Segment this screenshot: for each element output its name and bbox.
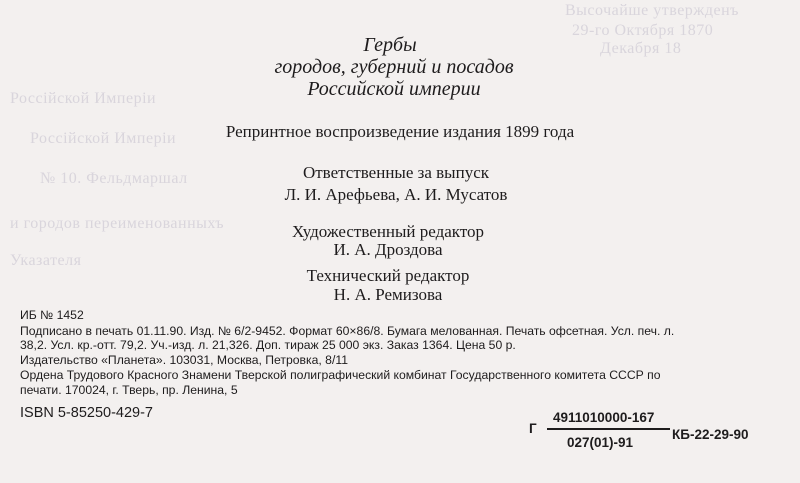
- show-through-text: Россійской Имперіи: [10, 90, 157, 107]
- catalog-denominator: 027(01)-91: [567, 435, 634, 450]
- book-title-line-3: Российской империи: [307, 78, 481, 100]
- catalog-fraction-line: [547, 428, 670, 430]
- responsible-names: Л. И. Арефьева, А. И. Мусатов: [284, 185, 508, 204]
- show-through-text: Высочайше утвержденъ: [565, 2, 739, 19]
- book-title-line-1: Гербы: [363, 34, 417, 56]
- show-through-text: Декабря 18: [600, 40, 682, 57]
- art-editor-name: И. А. Дроздова: [333, 240, 443, 259]
- imprint-id: ИБ № 1452: [20, 308, 84, 322]
- show-through-text: Россійской Имперіи: [30, 130, 177, 147]
- show-through-text: № 10. Фельдмаршал: [40, 170, 188, 187]
- imprint-print-details-cont: 38,2. Усл. кр.-отт. 79,2. Уч.-изд. л. 21,326. Доп. тираж 25 000 экз. Заказ 1364. Цена 50 р.: [20, 338, 516, 352]
- imprint-printer: Ордена Трудового Красного Знамени Тверской полиграфический комбинат Государственного комитета СССР по: [20, 368, 661, 382]
- responsible-label: Ответственные за выпуск: [302, 163, 490, 182]
- catalog-numerator: 4911010000-167: [553, 410, 655, 425]
- book-title-line-2: городов, губерний и посадов: [274, 56, 514, 78]
- catalog-suffix: КБ-22-29-90: [672, 427, 749, 442]
- reprint-note: Репринтное воспроизведение издания 1899 года: [225, 122, 575, 141]
- tech-editor-name: Н. А. Ремизова: [333, 285, 443, 304]
- show-through-text: и городов переименованныхъ: [10, 215, 225, 232]
- imprint-print-details: Подписано в печать 01.11.90. Изд. № 6/2-9452. Формат 60×86/8. Бумага мелованная. Печать офсетная. Усл. печ. л.: [20, 324, 675, 338]
- art-editor-label: Художественный редактор: [291, 222, 485, 241]
- isbn: ISBN 5-85250-429-7: [20, 405, 153, 421]
- show-through-text: Указателя: [10, 252, 82, 269]
- imprint-printer-address: печати. 170024, г. Тверь, пр. Ленина, 5: [20, 383, 238, 397]
- catalog-prefix: Г: [529, 421, 537, 436]
- tech-editor-label: Технический редактор: [306, 266, 470, 285]
- imprint-publisher: Издательство «Планета». 103031, Москва, Петровка, 8/11: [20, 353, 348, 367]
- show-through-text: 29-го Октября 1870: [572, 22, 714, 39]
